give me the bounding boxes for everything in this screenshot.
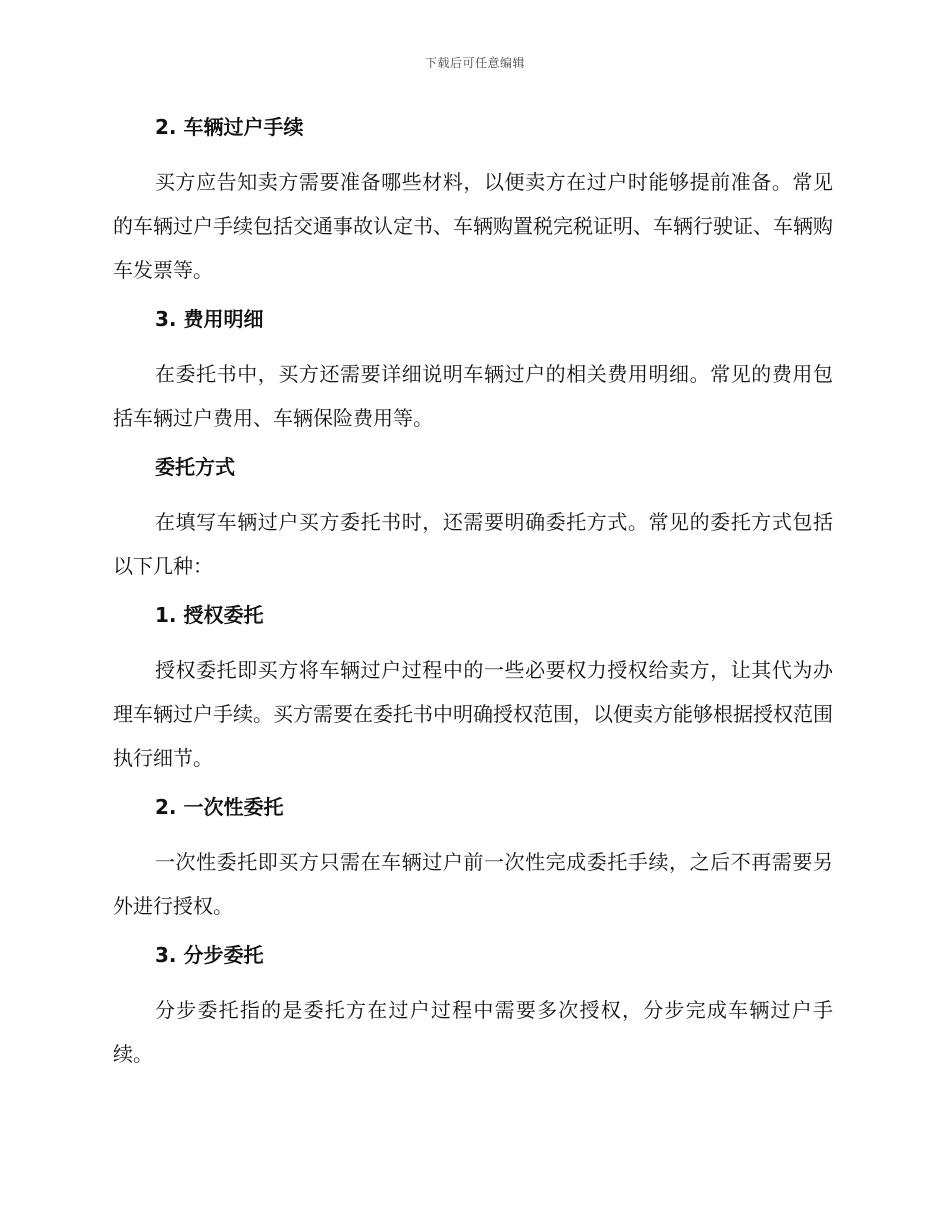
section-heading: 3. 分步委托	[155, 943, 264, 967]
section-paragraph: 授权委托即买方将车辆过户过程中的一些必要权力授权给卖方，让其代为办理车辆过户手续。买方需要在委托书中明确授权范围，以便卖方能够根据授权范围执行细节。	[113, 658, 833, 770]
section-paragraph: 一次性委托即买方只需在车辆过户前一次性完成委托手续，之后不再需要另外进行授权。	[113, 850, 833, 918]
section-paragraph: 买方应告知卖方需要准备哪些材料，以便卖方在过户时能够提前准备。常见的车辆过户手续包括交通事故认定书、车辆购置税完税证明、车辆行驶证、车辆购车发票等。	[113, 170, 833, 282]
page-header-note: 下载后可任意编辑	[424, 56, 525, 70]
section-heading: 2. 车辆过户手续	[155, 115, 304, 139]
section-paragraph: 分步委托指的是委托方在过户过程中需要多次授权，分步完成车辆过户手续。	[113, 998, 833, 1066]
section-heading: 2. 一次性委托	[155, 795, 284, 819]
section-heading: 1. 授权委托	[155, 603, 264, 627]
document-body	[113, 110, 833, 1076]
section-paragraph: 在填写车辆过户买方委托书时，还需要明确委托方式。常见的委托方式包括以下几种：	[113, 510, 833, 578]
section-paragraph: 在委托书中，买方还需要详细说明车辆过户的相关费用明细。常见的费用包括车辆过户费用、车辆保险费用等。	[113, 362, 833, 430]
section-heading: 委托方式	[155, 455, 235, 479]
section-heading: 3. 费用明细	[155, 307, 264, 331]
